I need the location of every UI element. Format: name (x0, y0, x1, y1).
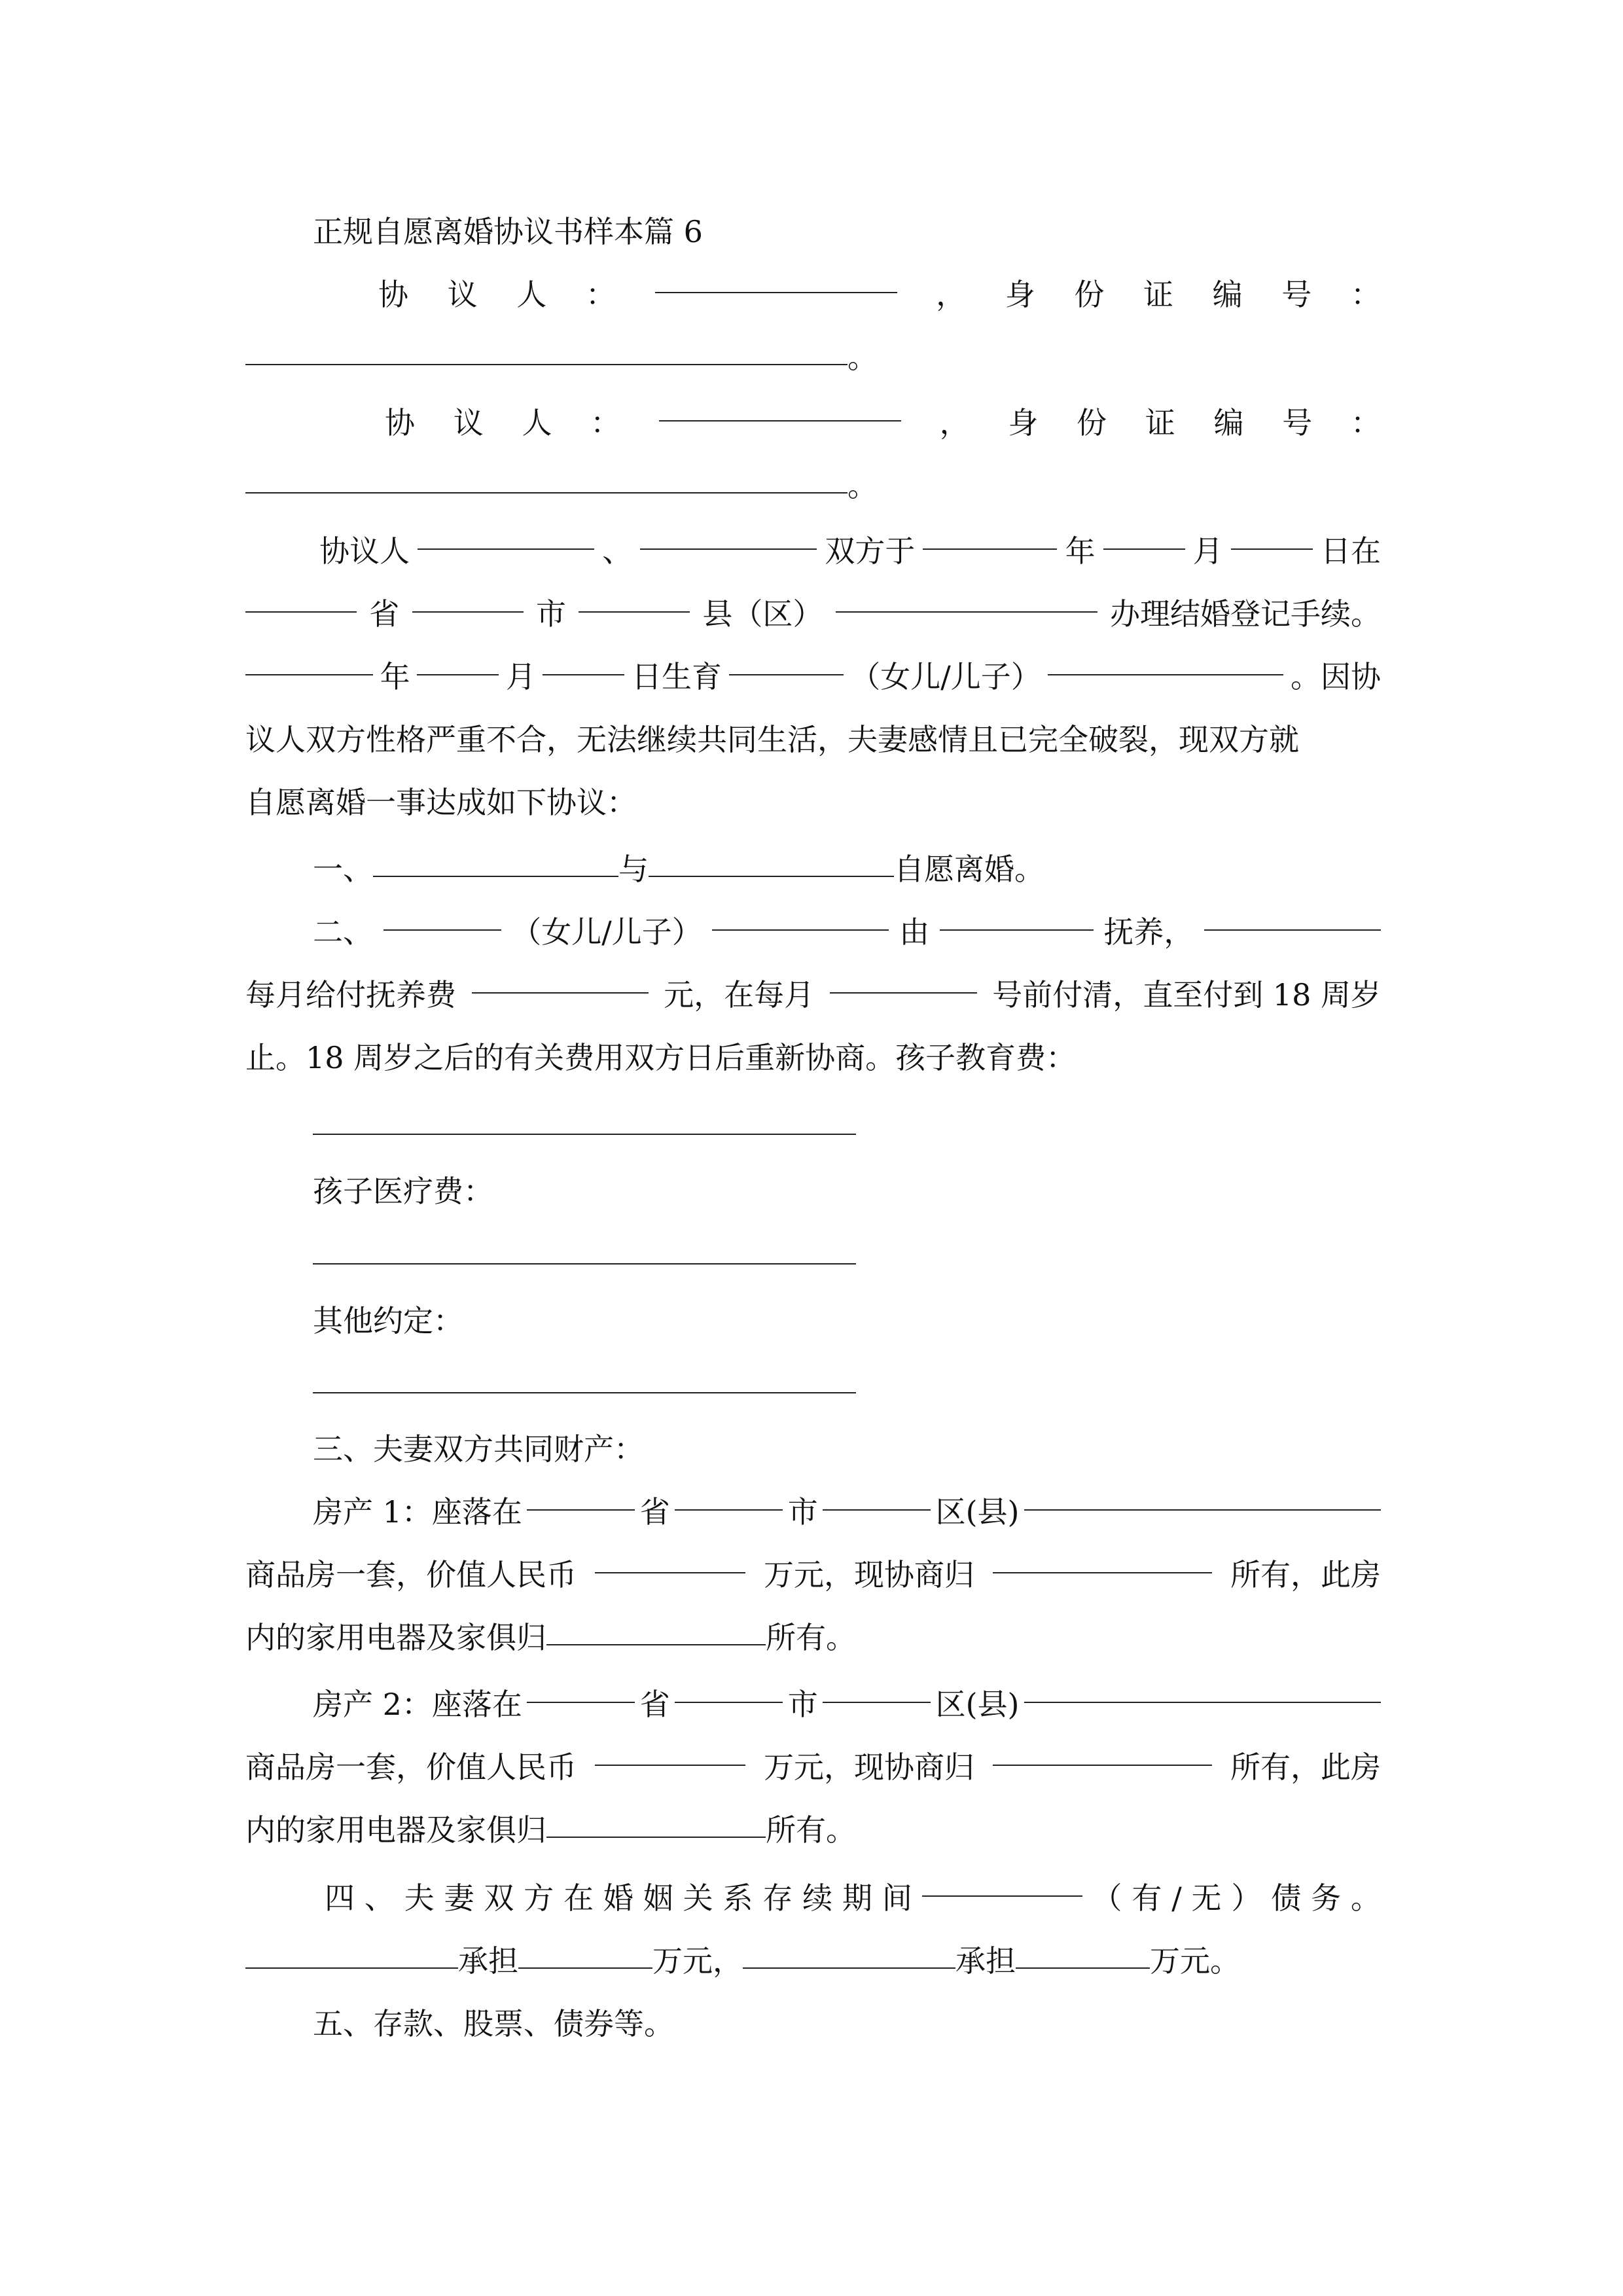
house1-address-blank[interactable] (1024, 1508, 1381, 1511)
party1-name-blank[interactable] (655, 291, 897, 293)
party2-id-line: 。 (245, 454, 1381, 517)
house2-line-2: 商品房一套，价值人民币 万元，现协商归 所有，此房 (245, 1749, 1381, 1785)
medical-fee-blank[interactable] (313, 1263, 856, 1265)
support-amount-blank[interactable] (472, 991, 649, 994)
house2-address-blank[interactable] (1024, 1700, 1381, 1703)
party1-line: 协 议 人 ： ， 身 份 证 编 号 ： (378, 277, 1381, 312)
support-day-blank[interactable] (830, 991, 977, 994)
house1-province-blank[interactable] (527, 1508, 635, 1511)
intro-day-blank[interactable] (1231, 547, 1313, 550)
party1-id-blank[interactable] (245, 363, 847, 365)
birth-month-blank[interactable] (417, 673, 499, 675)
clause2-line-1: 二、 （女儿/儿子） 由 抚养， (313, 901, 1381, 963)
party1-id-line: 。 (245, 326, 1381, 389)
custody-child-blank[interactable] (383, 928, 501, 931)
house2-city-blank[interactable] (675, 1700, 783, 1703)
document-title: 正规自愿离婚协议书样本篇 6 (313, 214, 703, 249)
intro-line-4: 议人双方性格严重不合，无法继续共同生活，夫妻感情且已完全破裂，现双方就 (245, 722, 1299, 757)
other-agreement-label: 其他约定： (313, 1303, 463, 1338)
medical-fee-label: 孩子医疗费： (313, 1174, 493, 1209)
custody-child-name-blank[interactable] (712, 928, 889, 931)
party2-name-blank[interactable] (659, 419, 901, 422)
house2-furniture-owner-blank[interactable] (546, 1835, 766, 1838)
child-name-blank[interactable] (1048, 673, 1283, 675)
clause4-line-2: 承担 万元， 承担 万元。 (245, 1929, 1381, 1992)
intro-month-blank[interactable] (1103, 547, 1185, 550)
clause2-line-2: 每月给付抚养费 元，在每月 号前付清，直至付到 18 周岁 (245, 977, 1381, 1013)
birth-day-blank[interactable] (543, 673, 624, 675)
house2-value-blank[interactable] (595, 1763, 745, 1766)
intro-registry-blank[interactable] (836, 610, 1097, 613)
house2-line-1: 房产 2：座落在 省 市 区(县) (313, 1673, 1381, 1736)
intro-province-blank[interactable] (245, 610, 357, 613)
payer-blank[interactable] (1204, 928, 1381, 931)
clause1-party-b-blank[interactable] (649, 874, 894, 877)
house1-furniture-owner-blank[interactable] (546, 1643, 766, 1645)
house2-province-blank[interactable] (527, 1700, 635, 1703)
house1-line-2: 商品房一套，价值人民币 万元，现协商归 所有，此房 (245, 1557, 1381, 1592)
debt-a-amount-blank[interactable] (518, 1966, 652, 1969)
debt-b-amount-blank[interactable] (1016, 1966, 1150, 1969)
intro-line-5: 自愿离婚一事达成如下协议： (245, 785, 637, 820)
clause2-line-3: 止。18 周岁之后的有关费用双方日后重新协商。孩子教育费： (245, 1040, 1077, 1075)
clause5-line: 五、存款、股票、债券等。 (313, 2006, 674, 2041)
birth-year-blank[interactable] (245, 673, 373, 675)
intro-city-blank[interactable] (412, 610, 524, 613)
intro-year-blank[interactable] (923, 547, 1057, 550)
house1-line-1: 房产 1：座落在 省 市 区(县) (313, 1480, 1381, 1543)
intro-county-blank[interactable] (579, 610, 690, 613)
house1-city-blank[interactable] (675, 1508, 783, 1511)
house2-owner-blank[interactable] (993, 1763, 1212, 1766)
intro-party-a-blank[interactable] (418, 547, 594, 550)
debtor-a-blank[interactable] (245, 1966, 458, 1969)
debtor-b-blank[interactable] (743, 1966, 955, 1969)
other-agreement-blank[interactable] (313, 1392, 856, 1393)
house1-line-3: 内的家用电器及家俱归 所有。 (245, 1620, 856, 1655)
intro-line-1: 协议人 、 双方于 年 月 日在 (319, 533, 1381, 569)
intro-line-3: 年 月 日生育 （女儿/儿子） 。因协 (245, 645, 1381, 708)
custodian-blank[interactable] (940, 928, 1094, 931)
house1-value-blank[interactable] (595, 1571, 745, 1573)
party2-id-blank[interactable] (245, 491, 847, 493)
child-gender-blank[interactable] (729, 673, 844, 675)
house2-district-blank[interactable] (823, 1700, 931, 1703)
debt-status-blank[interactable] (922, 1894, 1082, 1897)
clause4-line-1: 四 、 夫 妻 双 方 在 婚 姻 关 系 存 续 期 间 （ 有 / 无 ） 债 务 。 (325, 1880, 1381, 1916)
intro-line-2: 省 市 县（区） 办理结婚登记手续。 (245, 583, 1381, 645)
intro-party-b-blank[interactable] (640, 547, 817, 550)
clause1-line: 一、 与 自愿离婚。 (313, 852, 1044, 887)
clause1-party-a-blank[interactable] (373, 874, 618, 877)
house1-district-blank[interactable] (823, 1508, 931, 1511)
house2-line-3: 内的家用电器及家俱归 所有。 (245, 1812, 856, 1848)
party2-line: 协 议 人 ： ， 身 份 证 编 号 ： (385, 405, 1381, 440)
clause3-heading: 三、夫妻双方共同财产： (313, 1431, 644, 1467)
house1-owner-blank[interactable] (993, 1571, 1212, 1573)
education-fee-blank[interactable] (313, 1134, 856, 1135)
